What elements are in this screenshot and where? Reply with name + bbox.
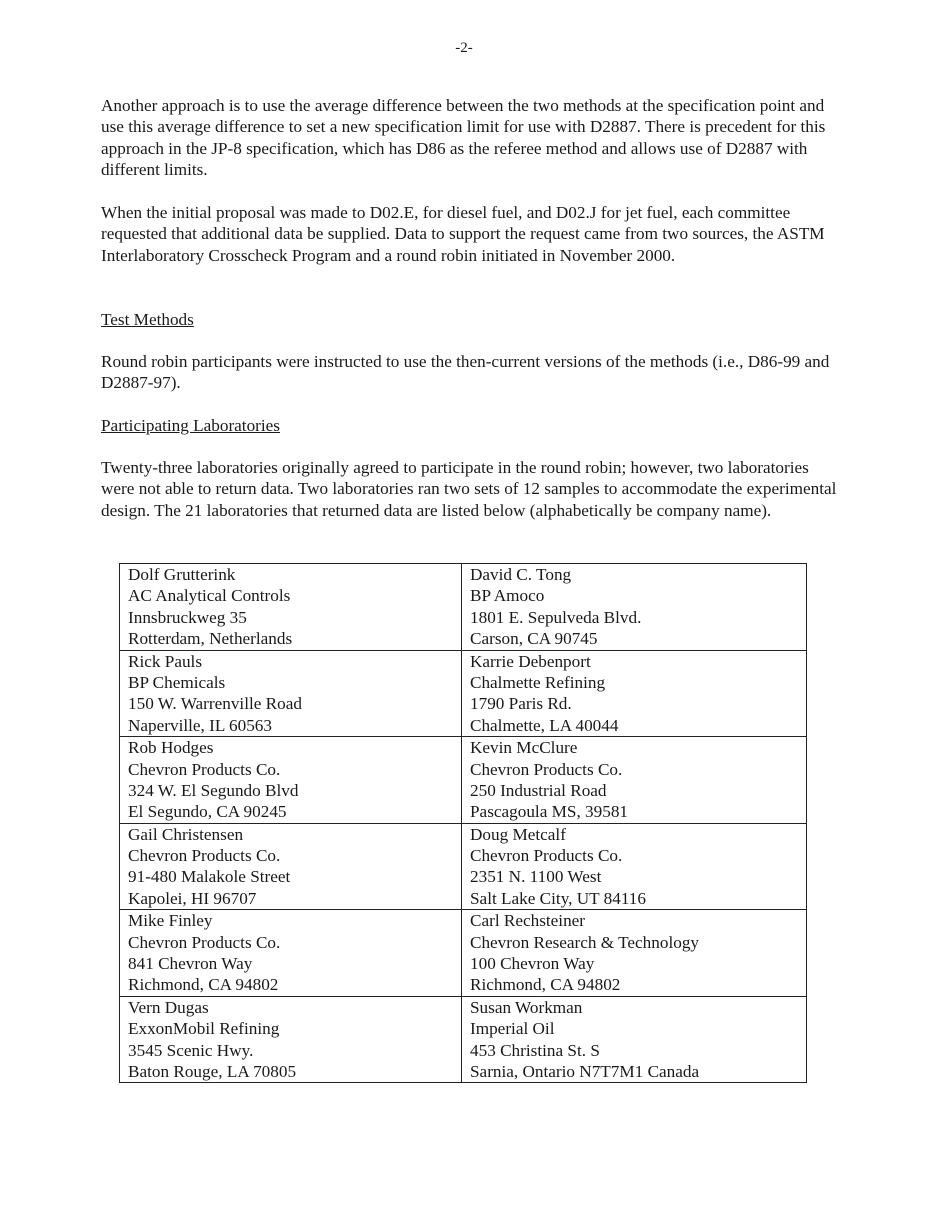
- lab-street: 91-480 Malakole Street: [128, 867, 291, 887]
- lab-company: Chevron Products Co.: [128, 759, 281, 779]
- lab-contact-name: David C. Tong: [470, 565, 572, 584]
- lab-contact-name: Vern Dugas: [128, 997, 209, 1017]
- table-row: [120, 823, 807, 910]
- lab-street: 841 Chevron Way: [128, 954, 253, 974]
- lab-street: 453 Christina St. S: [470, 1040, 600, 1060]
- paragraph-proposal: When the initial proposal was made to D02.E, for diesel fuel, and D02.J for jet fuel, each committee requested that additional data be supplied. Data to support the request came from two sources, the ASTM Interlaboratory Crosscheck Program and a round robin initiated in November 2000.: [101, 203, 825, 265]
- lab-city: Naperville, IL 60563: [128, 715, 272, 735]
- lab-city: El Segundo, CA 90245: [128, 802, 287, 822]
- lab-city: Rotterdam, Netherlands: [128, 629, 293, 649]
- lab-cell: [120, 910, 462, 997]
- lab-company: Chevron Products Co.: [470, 759, 623, 779]
- lab-street: 100 Chevron Way: [470, 954, 595, 974]
- lab-street: 150 W. Warrenville Road: [128, 694, 302, 714]
- lab-city: Richmond, CA 94802: [128, 975, 279, 995]
- laboratories-table: [119, 563, 807, 1083]
- paragraph-test-methods: Round robin participants were instructed to use the then-current versions of the methods (i.e., D86-99 and D2887-97).: [101, 352, 830, 393]
- lab-cell: [120, 650, 462, 737]
- lab-contact-name: Susan Workman: [470, 997, 583, 1017]
- lab-contact-name: Karrie Debenport: [470, 651, 591, 671]
- table-row: [120, 737, 807, 824]
- lab-city: Chalmette, LA 40044: [470, 715, 619, 735]
- lab-cell: [462, 823, 807, 910]
- page-number: -2-: [455, 40, 473, 56]
- lab-street: Innsbruckweg 35: [128, 607, 247, 627]
- lab-city: Pascagoula MS, 39581: [470, 802, 629, 822]
- lab-city: Salt Lake City, UT 84116: [470, 888, 646, 908]
- lab-cell: [120, 737, 462, 824]
- paragraph-approach: Another approach is to use the average difference between the two methods at the specification point and use this average difference to set a new specification limit for use with D2887. There is precedent for this approach in the JP-8 specification, which has D86 as the referee method and allows use of D2887 with different limits.: [101, 96, 826, 180]
- table-row: [120, 650, 807, 737]
- lab-cell: [120, 996, 462, 1083]
- lab-company: ExxonMobil Refining: [128, 1019, 280, 1039]
- lab-contact-name: Rick Pauls: [128, 651, 203, 671]
- lab-street: 1801 E. Sepulveda Blvd.: [470, 607, 642, 627]
- lab-cell: [120, 564, 462, 651]
- lab-city: Kapolei, HI 96707: [128, 888, 257, 908]
- lab-street: 250 Industrial Road: [470, 780, 607, 800]
- lab-company: BP Amoco: [470, 586, 545, 606]
- lab-company: Imperial Oil: [470, 1019, 555, 1039]
- table-row: [120, 910, 807, 997]
- lab-company: BP Chemicals: [128, 672, 226, 692]
- lab-company: Chalmette Refining: [470, 672, 606, 692]
- paragraph-participating: Twenty-three laboratories originally agreed to participate in the round robin; however, two laboratories were not able to return data. Two laboratories ran two sets of 12 samples to accommodate the experimental design. The 21 laboratories that returned data are listed below (alphabetically be company name).: [101, 458, 837, 520]
- lab-contact-name: Doug Metcalf: [470, 824, 566, 844]
- lab-contact-name: Rob Hodges: [128, 738, 214, 758]
- lab-cell: [462, 910, 807, 997]
- lab-company: Chevron Products Co.: [128, 846, 281, 866]
- lab-street: 2351 N. 1100 West: [470, 867, 602, 887]
- heading-test-methods: Test Methods: [101, 310, 194, 329]
- lab-company: Chevron Products Co.: [128, 932, 281, 952]
- lab-company: AC Analytical Controls: [128, 586, 291, 606]
- lab-city: Sarnia, Ontario N7T7M1 Canada: [470, 1061, 700, 1081]
- lab-contact-name: Gail Christensen: [128, 824, 244, 844]
- table-row: [120, 996, 807, 1083]
- lab-cell: [120, 823, 462, 910]
- heading-participating-laboratories: Participating Laboratories: [101, 416, 280, 435]
- lab-cell: [462, 650, 807, 737]
- lab-company: Chevron Research & Technology: [470, 932, 700, 952]
- lab-contact-name: Carl Rechsteiner: [470, 911, 586, 931]
- lab-contact-name: Mike Finley: [128, 911, 213, 931]
- lab-street: 3545 Scenic Hwy.: [128, 1040, 254, 1060]
- lab-company: Chevron Products Co.: [470, 846, 623, 866]
- lab-street: 1790 Paris Rd.: [470, 694, 572, 714]
- lab-contact-name: Kevin McClure: [470, 738, 578, 758]
- lab-city: Baton Rouge, LA 70805: [128, 1061, 297, 1081]
- lab-cell: [462, 564, 807, 651]
- lab-cell: [462, 737, 807, 824]
- lab-cell: [462, 996, 807, 1083]
- table-row: [120, 564, 807, 651]
- lab-contact-name: Dolf Grutterink: [128, 565, 236, 584]
- lab-city: Carson, CA 90745: [470, 629, 598, 649]
- lab-city: Richmond, CA 94802: [470, 975, 621, 995]
- lab-street: 324 W. El Segundo Blvd: [128, 780, 299, 800]
